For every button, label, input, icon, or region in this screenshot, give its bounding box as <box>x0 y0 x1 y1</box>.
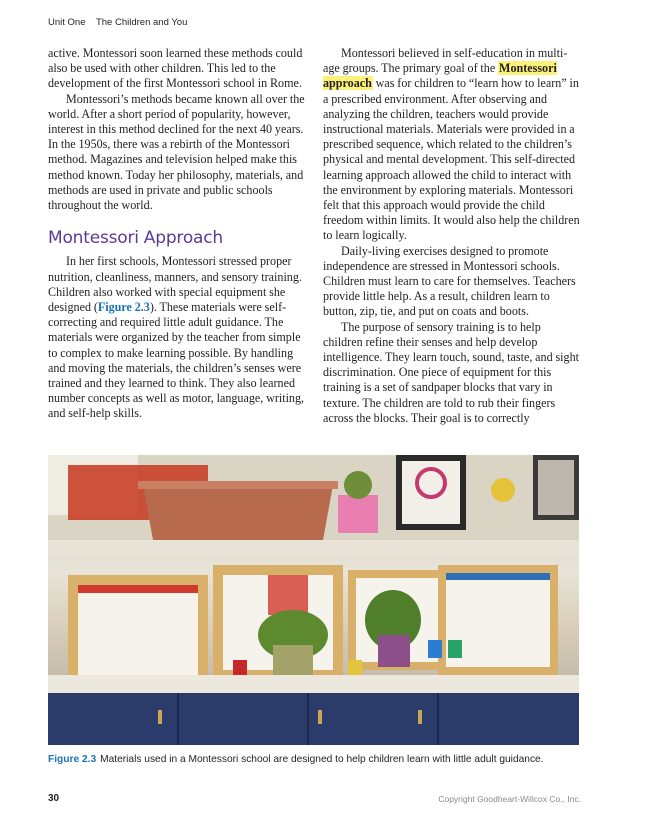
figure-label: Figure 2.3 <box>48 754 97 765</box>
table-top <box>48 675 579 693</box>
paragraph-text: Montessori believed in self-education in multi-age groups. The primary goal of the <box>323 46 568 76</box>
photo-illustration <box>48 455 579 745</box>
chapter-title: The Children and You <box>95 17 188 28</box>
planter-box <box>143 485 333 540</box>
bead-board-stripe <box>268 575 308 615</box>
portrait <box>538 460 574 515</box>
cabinet-handle <box>418 710 422 724</box>
cabinet-handle <box>158 710 162 724</box>
paragraph: active. Montessori soon learned these methods could also be used with other children. This led to the development of the first Montessori school in Rome. <box>48 46 303 91</box>
section-heading: Montessori Approach <box>48 228 223 249</box>
plant-pot <box>378 635 410 667</box>
unit-label: Unit One <box>48 17 86 28</box>
plant-pot <box>273 645 313 675</box>
pink-pot <box>338 495 378 533</box>
bead-board-stripe <box>78 585 198 593</box>
color-cube <box>348 660 362 676</box>
window-sill <box>48 540 579 558</box>
figure-caption <box>48 754 588 765</box>
bead-board-stripe <box>446 573 550 580</box>
running-header <box>48 17 187 28</box>
bead-board-face <box>78 585 198 680</box>
paragraph-text: ). These materials were self-correcting and required little adult guidance. The materials were organized by the teacher from simple to complex to make learning possible. By handling and moving the materials, the children’s senses were trained and they learned to think. They also learned number concepts as well as motor, language, writing, and self-help skills. <box>48 300 305 421</box>
plant-leaves <box>344 471 372 499</box>
yellow-flowers <box>491 478 515 502</box>
caption-text: Materials used in a Montessori school are designed to help children learn with little adult guidance. <box>100 754 544 765</box>
cabinet-handle <box>318 710 322 724</box>
paragraph: The purpose of sensory training is to help children refine their senses and help develop intelligence. They learn touch, sound, taste, and sight discrimination. One piece of equipment for this training is a set of sandpaper blocks that vary in texture. The children are told to rub their fingers across the blocks. Their goal is to correctly <box>323 319 579 425</box>
paragraph <box>323 46 581 244</box>
cabinet <box>48 693 579 745</box>
color-cube <box>428 640 442 658</box>
color-cube <box>448 640 462 658</box>
paragraph-text: In her first schools, Montessori stressed proper nutrition, cleanliness, manners, and sensory training. Children also worked with special equipment she designed ( <box>48 254 302 315</box>
paragraph: Daily-living exercises designed to promote independence are stressed in Montessori schools. Children must learn to care for themselves. Teachers provide little help. As a result, children learn to button, zip, tie, and put on coats and boots. <box>323 243 576 319</box>
figure-reference-link[interactable]: Figure 2.3 <box>97 300 150 315</box>
color-cube <box>233 660 247 676</box>
paragraph <box>48 254 306 421</box>
left-column <box>48 46 306 422</box>
highlighted-term[interactable]: Montessori approach <box>323 61 557 91</box>
paragraph-text: was for children to “learn how to learn” in a prescribed environment. After observing and analyzing the children, teachers would provide instructional materials. Materials were provided in a prescribed sequence, which related to the children’s physical and mental development. This self-directed learning approach allowed the child to interact with the environment by exploring materials. Montessori felt that this approach would provide the child freedom within limits. It would also help the children to learn logically. <box>323 76 580 243</box>
page-number: 30 <box>48 793 60 804</box>
copyright-notice: Copyright Goodheart-Willcox Co., Inc. <box>438 794 581 804</box>
paragraph: Montessori’s methods became known all over the world. After a short period of popularity, however, interest in this method declined for the next 40 years. In the 1950s, there was a rebirth of the Montessori method. Magazines and television helped make this method known. Today her philosophy, materials, and methods are used in private and public schools throughout the world. <box>48 91 305 213</box>
planter-rim <box>138 481 338 489</box>
classroom-photo <box>48 455 579 745</box>
right-column <box>323 46 581 426</box>
